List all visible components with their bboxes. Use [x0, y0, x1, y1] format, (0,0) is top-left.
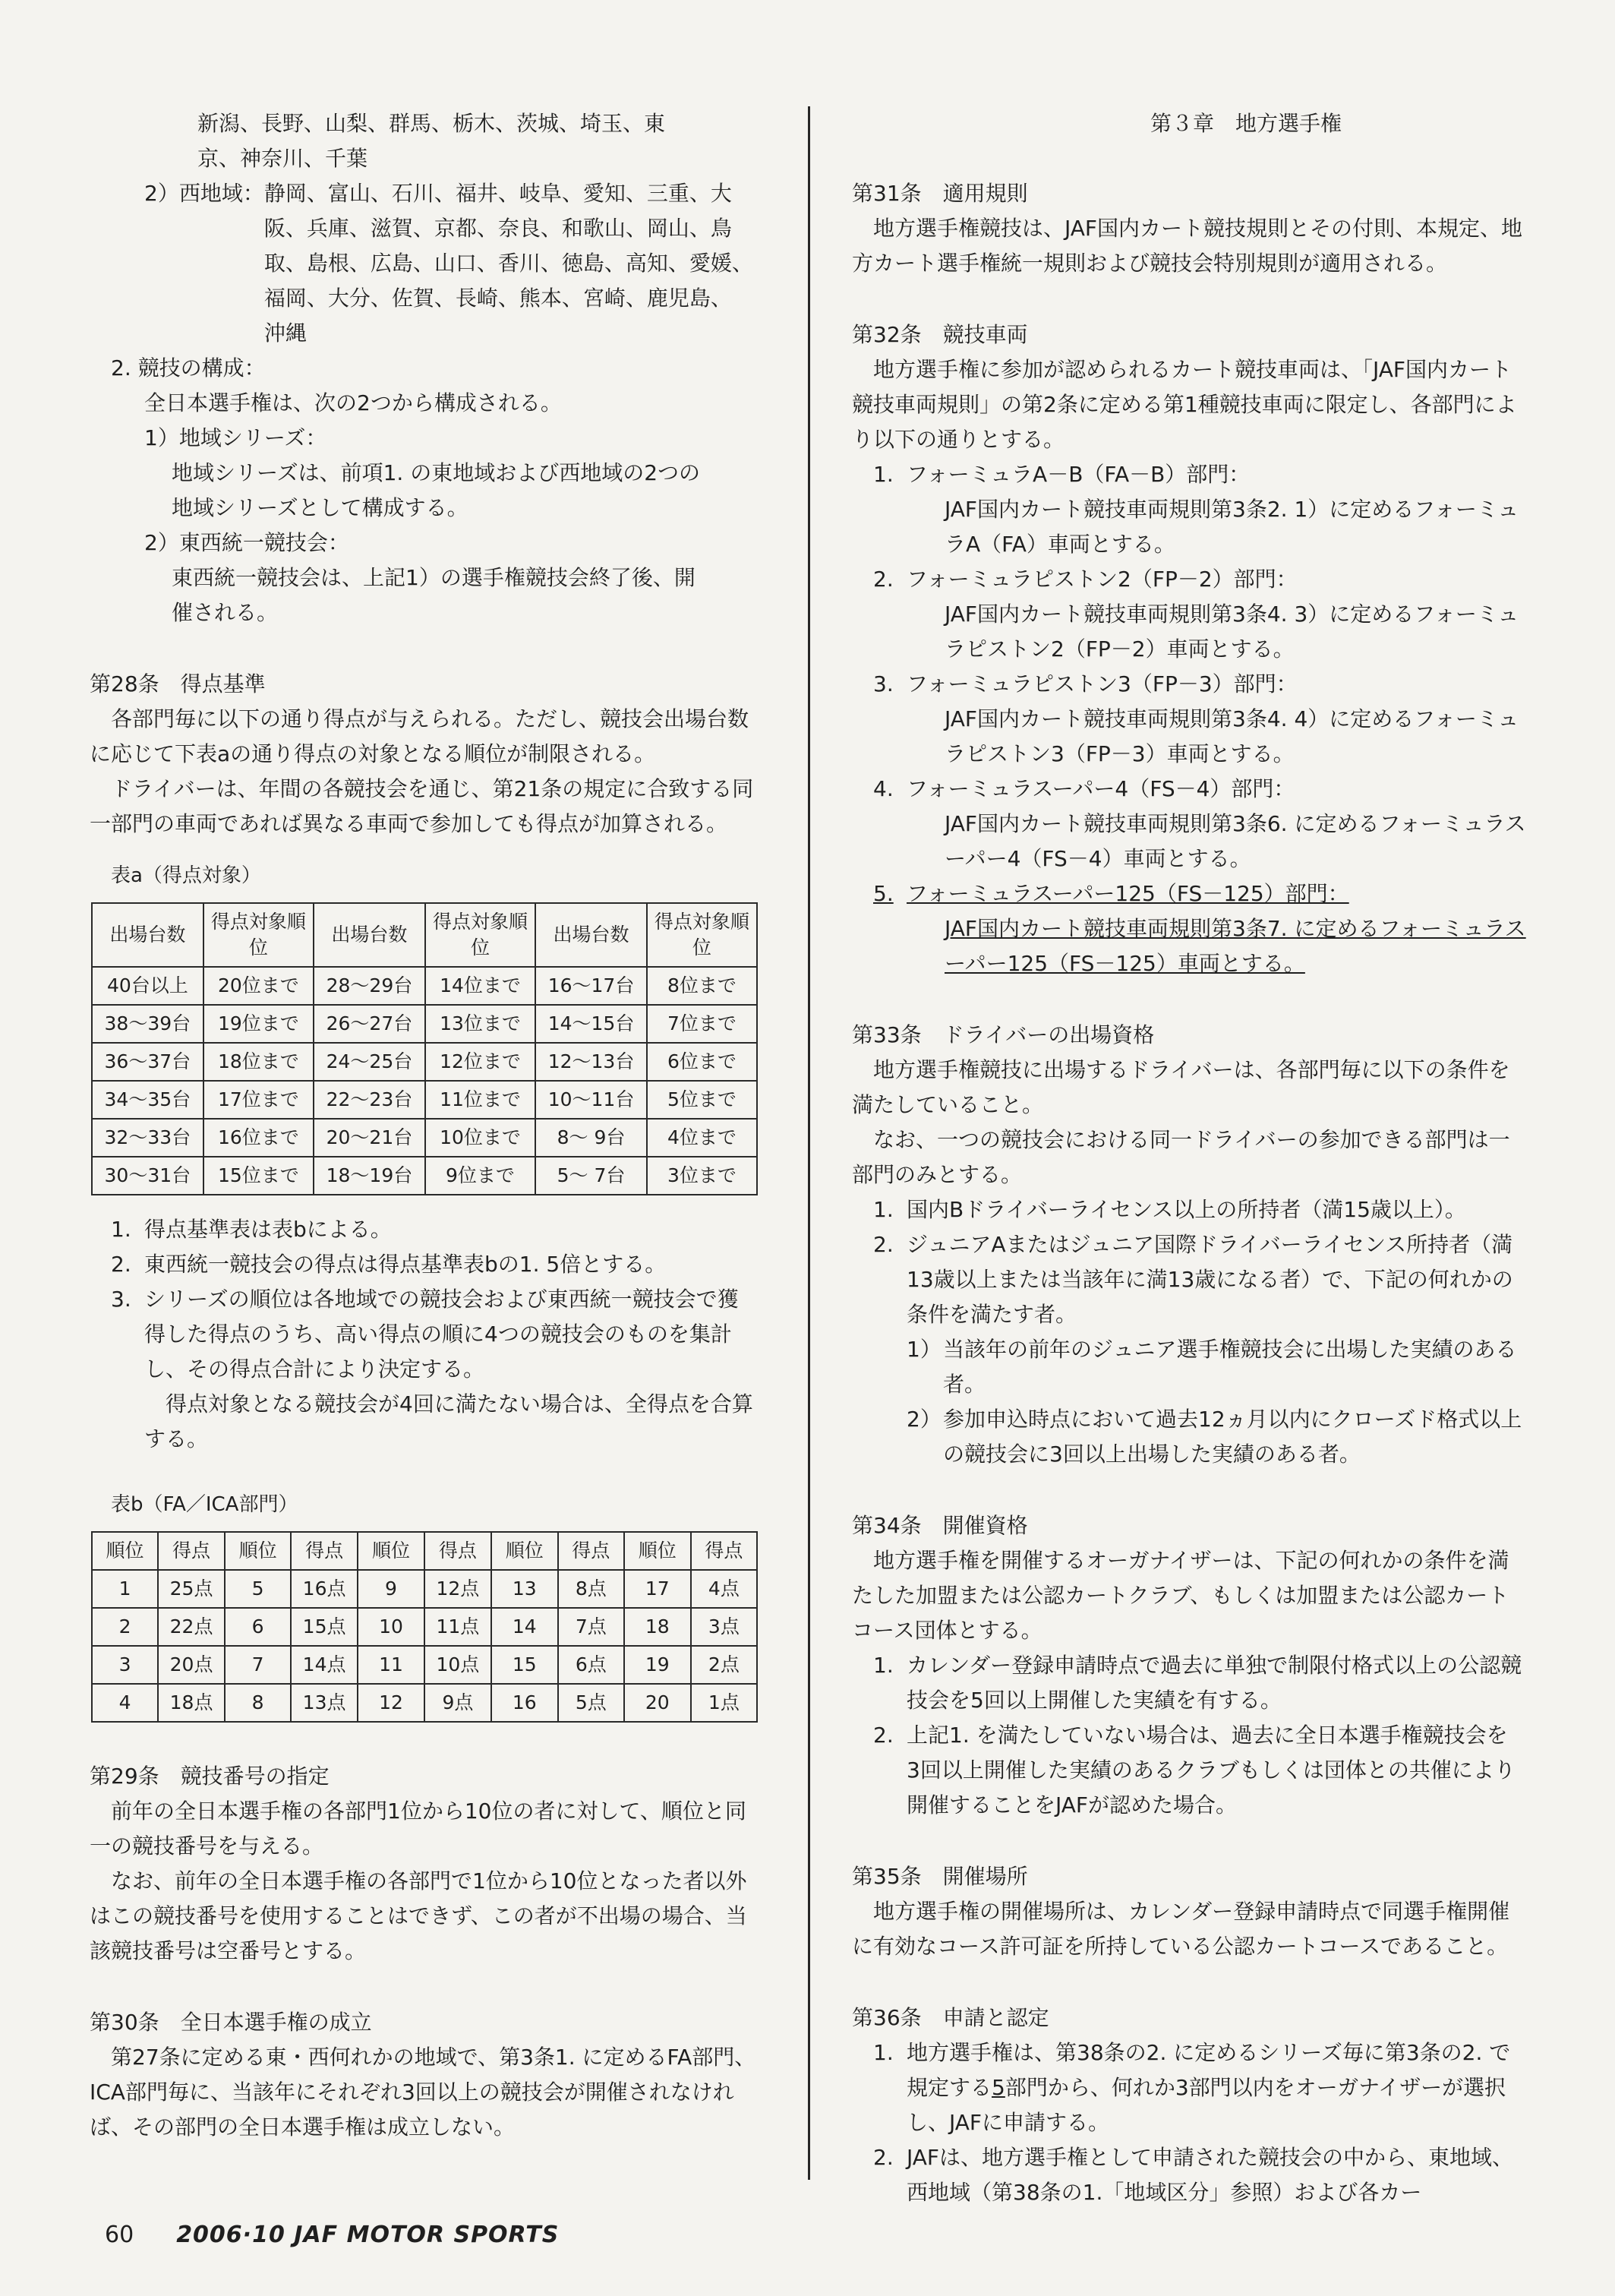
list-item-head: フォーミュラA－B（FA－B）部門： [907, 462, 1251, 487]
table-row [92, 1608, 757, 1646]
table-cell: 9点 [424, 1684, 491, 1722]
list-item-text [907, 876, 1526, 981]
list-item [852, 1648, 1526, 1718]
table-cell: 18 [624, 1608, 691, 1646]
article-33-para: 地方選手権競技に出場するドライバーは、各部門毎に以下の条件を満たしていること。 [852, 1057, 1510, 1117]
table-cell: 5位まで [647, 1081, 757, 1119]
table-cell: 3位まで [647, 1157, 757, 1195]
article-30-title: 第30条 全日本選手権の成立 [90, 2010, 372, 2035]
underlined-number: 5 [992, 2075, 1005, 2100]
article-29-para: なお、前年の全日本選手権の各部門で1位から10位となった者以外はこの競技番号を使用することはできず、この者が不出場の場合、当該競技番号は空番号とする。 [90, 1868, 747, 1963]
table-cell: 12点 [424, 1570, 491, 1608]
table-cell: 34〜35台 [92, 1081, 203, 1119]
table-cell: 14 [491, 1608, 558, 1646]
table-a-body [92, 967, 757, 1195]
table-cell: 25点 [158, 1570, 225, 1608]
list-item-text [907, 772, 1526, 876]
list-item [90, 1212, 758, 1247]
table-cell: 24〜25台 [314, 1043, 425, 1081]
table-header-cell: 出場台数 [92, 903, 203, 967]
article-32-title: 第32条 競技車両 [852, 322, 1028, 347]
table-header-cell: 得点 [158, 1532, 225, 1570]
table-cell: 13点 [291, 1684, 358, 1722]
magazine-name: 2006·10 JAF MOTOR SPORTS [176, 2222, 560, 2248]
list-item-text-main: シリーズの順位は各地域での競技会および東西統一競技会で獲得した得点のうち、高い得点の順に4つの競技会のものを集計し、その得点合計により決定する。 [144, 1287, 739, 1382]
region-west-list [264, 176, 758, 351]
article-33-para: なお、一つの競技会における同一ドライバーの参加できる部門は一部門のみとする。 [852, 1127, 1510, 1187]
region-west-line: 静岡、富山、石川、福井、岐阜、愛知、三重、大 [263, 181, 732, 206]
table-cell: 5 [225, 1570, 291, 1608]
table-cell: 2 [92, 1608, 158, 1646]
table-row [92, 1119, 757, 1157]
table-cell: 16 [491, 1684, 558, 1722]
table-cell: 16〜17台 [535, 967, 647, 1005]
list-item-body: JAF国内カート競技車両規則第3条6. に定めるフォーミュラスーパー4（FS－4）車両とする。 [945, 811, 1526, 871]
page-number: 60 [105, 2222, 134, 2248]
table-cell: 3点 [691, 1608, 757, 1646]
series-title: 1）地域シリーズ： [144, 425, 327, 450]
list-item-text: ジュニアAまたはジュニア国際ドライバーライセンス所持者（満13歳以上または当該年に満13歳になる者）で、下記の何れかの条件を満たす者。 [907, 1232, 1513, 1327]
list-item-text: 当該年の前年のジュニア選手権競技会に出場した実績のある者。 [943, 1337, 1517, 1397]
table-a-caption: 表a（得点対象） [111, 864, 261, 887]
list-item-number: 1. [873, 462, 894, 487]
list-item-head: フォーミュラスーパー125（FS－125）部門： [907, 881, 1349, 906]
table-cell: 22点 [158, 1608, 225, 1646]
list-item-head: フォーミュラピストン3（FP－3）部門： [907, 671, 1298, 696]
table-cell: 17 [624, 1570, 691, 1608]
scoring-notes [90, 1212, 758, 1457]
article-32-list [852, 457, 1526, 876]
table-header-cell: 出場台数 [535, 903, 647, 967]
sub-list-item [852, 1402, 1526, 1472]
series-body: 地域シリーズは、前項1. の東地域および西地域の2つの [172, 460, 701, 485]
ew-body: 催される。 [172, 600, 279, 625]
table-cell: 20位まで [203, 967, 314, 1005]
table-cell: 14位まで [425, 967, 535, 1005]
left-column [90, 106, 758, 2145]
list-item-number: 5. [873, 881, 894, 906]
table-cell: 4位まで [647, 1119, 757, 1157]
list-item-number: 1. [873, 1197, 894, 1222]
list-item-number: 1. [873, 2040, 894, 2065]
list-item-number: 2. [873, 567, 894, 592]
table-header-cell: 順位 [491, 1532, 558, 1570]
article-28-title: 第28条 得点基準 [90, 671, 266, 696]
table-header-cell: 得点 [558, 1532, 624, 1570]
table-header-cell: 得点対象順位 [425, 903, 535, 967]
article-28-para: 各部門毎に以下の通り得点が与えられる。ただし、競技会出場台数に応じて下表aの通り得点の対象となる順位が制限される。 [90, 706, 749, 766]
list-item [852, 1718, 1526, 1823]
list-item-head: フォーミュラピストン2（FP－2）部門： [907, 567, 1298, 592]
table-cell: 18点 [158, 1684, 225, 1722]
table-cell: 4 [92, 1684, 158, 1722]
table-row [92, 1570, 757, 1608]
table-cell: 15 [491, 1646, 558, 1684]
list-item [852, 667, 1526, 772]
series-body: 地域シリーズとして構成する。 [172, 495, 468, 520]
table-cell: 11位まで [425, 1081, 535, 1119]
article-30-para: 第27条に定める東・西何れかの地域で、第3条1. に定めるFA部門、ICA部門毎に、当該年にそれぞれ3回以上の競技会が開催されなければ、その部門の全日本選手権は成立しない。 [90, 2045, 756, 2140]
table-cell: 12 [358, 1684, 424, 1722]
table-cell: 10 [358, 1608, 424, 1646]
table-cell: 20点 [158, 1646, 225, 1684]
list-item-text [907, 562, 1526, 667]
list-item-number: 1. [873, 1653, 894, 1678]
table-cell: 15点 [291, 1608, 358, 1646]
list-item-number: 3. [111, 1287, 131, 1312]
table-b-caption: 表b（FA／ICA部門） [111, 1493, 298, 1516]
table-cell: 14〜15台 [535, 1005, 647, 1043]
list-item-text: カレンダー登録申請時点で過去に単独で制限付格式以上の公認競技会を5回以上開催した実績を有する。 [907, 1653, 1522, 1713]
list-item-text: 得点基準表は表bによる。 [144, 1217, 392, 1242]
table-cell: 5点 [558, 1684, 624, 1722]
article-34-para: 地方選手権を開催するオーガナイザーは、下記の何れかの条件を満たした加盟または公認カートクラブ、もしくは加盟または公認カートコース団体とする。 [852, 1548, 1509, 1643]
right-column [852, 106, 1526, 2210]
table-header-row [92, 1532, 757, 1570]
table-header-cell: 得点 [691, 1532, 757, 1570]
list-item-text [144, 1282, 758, 1457]
article-29-para: 前年の全日本選手権の各部門1位から10位の者に対して、順位と同一の競技番号を与える。 [90, 1799, 746, 1859]
sub-list-item [852, 1332, 1526, 1402]
page-footer [105, 2222, 559, 2248]
table-cell: 1点 [691, 1684, 757, 1722]
table-cell: 18〜19台 [314, 1157, 425, 1195]
list-item [90, 1282, 758, 1457]
list-item-text-extra: 得点対象となる競技会が4回に満たない場合は、全得点を合算する。 [144, 1391, 753, 1451]
ew-title: 2）東西統一競技会： [144, 530, 349, 555]
comp-intro: 全日本選手権は、次の2つから構成される。 [144, 390, 562, 415]
table-cell: 32〜33台 [92, 1119, 203, 1157]
table-cell: 4点 [691, 1570, 757, 1608]
table-row [92, 967, 757, 1005]
list-item-text-post: 部門から、何れか3部門以内をオーガナイザーが選択し、JAFに申請する。 [907, 2075, 1506, 2135]
article-29-title: 第29条 競技番号の指定 [90, 1764, 330, 1789]
table-b-body [92, 1570, 757, 1722]
table-header-cell: 得点 [424, 1532, 491, 1570]
list-item-body: JAF国内カート競技車両規則第3条7. に定めるフォーミュラスーパー125（FS－125）車両とする。 [945, 916, 1526, 976]
table-cell: 26〜27台 [314, 1005, 425, 1043]
article-35-para: 地方選手権の開催場所は、カレンダー登録申請時点で同選手権開催に有効なコース許可証を所持している公認カートコースであること。 [852, 1899, 1510, 1959]
table-cell: 8点 [558, 1570, 624, 1608]
table-cell: 13位まで [425, 1005, 535, 1043]
table-header-cell: 順位 [358, 1532, 424, 1570]
table-cell: 40台以上 [92, 967, 203, 1005]
table-header-cell: 得点 [291, 1532, 358, 1570]
table-cell: 8 [225, 1684, 291, 1722]
list-item [852, 562, 1526, 667]
table-cell: 7位まで [647, 1005, 757, 1043]
list-item-number: 1） [907, 1337, 942, 1362]
table-cell: 6位まで [647, 1043, 757, 1081]
region-west-label: 2）西地域： [144, 181, 264, 206]
region-west-line: 沖縄 [263, 321, 307, 346]
table-row [92, 1157, 757, 1195]
table-header-row [92, 903, 757, 967]
comp-title: 2. 競技の構成： [111, 355, 266, 381]
table-header-cell: 順位 [624, 1532, 691, 1570]
list-item [852, 1227, 1526, 1332]
article-31-para: 地方選手権競技は、JAF国内カート競技規則とその付則、本規定、地方カート選手権統一規則および競技会特別規則が適用される。 [852, 216, 1523, 276]
table-cell: 15位まで [203, 1157, 314, 1195]
region-west-line: 取、島根、広島、山口、香川、徳島、高知、愛媛、 [263, 251, 753, 276]
table-cell: 10〜11台 [535, 1081, 647, 1119]
list-item-text: 上記1. を満たしていない場合は、過去に全日本選手権競技会を 3回以上開催した実績のあるクラブもしくは団体との共催により開催することをJAFが認めた場合。 [907, 1723, 1516, 1818]
article-31-title: 第31条 適用規則 [852, 181, 1028, 206]
table-cell: 8位まで [647, 967, 757, 1005]
table-a [91, 902, 758, 1195]
list-item-text: 東西統一競技会の得点は得点基準表bの1. 5倍とする。 [144, 1252, 667, 1277]
table-cell: 28〜29台 [314, 967, 425, 1005]
table-cell: 6 [225, 1608, 291, 1646]
article-33-title: 第33条 ドライバーの出場資格 [852, 1022, 1155, 1047]
article-36-title: 第36条 申請と認定 [852, 2005, 1049, 2030]
list-item-number: 2） [907, 1407, 942, 1432]
list-item-body: JAF国内カート競技車両規則第3条4. 4）に定めるフォーミュラピストン3（FP－3）車両とする。 [945, 706, 1519, 766]
table-header-cell: 順位 [225, 1532, 291, 1570]
table-cell: 3 [92, 1646, 158, 1684]
table-cell: 6点 [558, 1646, 624, 1684]
region-west-line: 阪、兵庫、滋賀、京都、奈良、和歌山、岡山、鳥 [263, 216, 732, 241]
column-divider [808, 106, 810, 2180]
ew-body: 東西統一競技会は、上記1）の選手権競技会終了後、開 [172, 565, 696, 590]
list-item-number: 3. [873, 671, 894, 696]
list-item-text: JAFは、地方選手権として申請された競技会の中から、東地域、西地域（第38条の1.「地域区分」参照）および各カー [907, 2145, 1514, 2205]
table-header-cell: 得点対象順位 [647, 903, 757, 967]
list-item-number: 2. [873, 2145, 894, 2170]
article-28-para: ドライバーは、年間の各競技会を通じ、第21条の規定に合致する同一部門の車両であれば異なる車両で参加しても得点が加算される。 [90, 776, 754, 836]
table-cell: 5〜 7台 [535, 1157, 647, 1195]
table-header-cell: 出場台数 [314, 903, 425, 967]
table-b [91, 1531, 758, 1723]
table-cell: 9 [358, 1570, 424, 1608]
table-cell: 7 [225, 1646, 291, 1684]
table-cell: 17位まで [203, 1081, 314, 1119]
table-cell: 38〜39台 [92, 1005, 203, 1043]
list-item-body: JAF国内カート競技車両規則第3条4. 3）に定めるフォーミュラピストン2（FP－2）車両とする。 [945, 602, 1519, 662]
table-cell: 18位まで [203, 1043, 314, 1081]
table-cell: 19 [624, 1646, 691, 1684]
table-cell: 16位まで [203, 1119, 314, 1157]
table-cell: 22〜23台 [314, 1081, 425, 1119]
table-cell: 13 [491, 1570, 558, 1608]
list-item-text [907, 457, 1526, 562]
table-cell: 11 [358, 1646, 424, 1684]
table-cell: 20 [624, 1684, 691, 1722]
list-item-number: 2. [873, 1232, 894, 1257]
region-west [90, 176, 758, 351]
table-row [92, 1043, 757, 1081]
table-cell: 8〜 9台 [535, 1119, 647, 1157]
table-cell: 12位まで [425, 1043, 535, 1081]
table-row [92, 1005, 757, 1043]
list-item-text-pre: 地方選手権は、第38条の2. に定めるシリーズ毎に第3条の2. で規定する [907, 2040, 1511, 2100]
chapter-title: 第３章 地方選手権 [1150, 111, 1342, 136]
region-east-line: 京、神奈川、千葉 [197, 146, 368, 171]
region-east-line: 新潟、長野、山梨、群馬、栃木、茨城、埼玉、東 [197, 111, 666, 136]
list-item-number: 1. [111, 1217, 131, 1242]
table-cell: 19位まで [203, 1005, 314, 1043]
table-cell: 9位まで [425, 1157, 535, 1195]
list-item-body: JAF国内カート競技車両規則第3条2. 1）に定めるフォーミュラA（FA）車両とする。 [945, 497, 1519, 557]
list-item [852, 2035, 1526, 2140]
list-item-text: 国内Bドライバーライセンス以上の所持者（満15歳以上）。 [907, 1197, 1466, 1222]
table-row [92, 1684, 757, 1722]
article-32-para: 地方選手権に参加が認められるカート競技車両は、「JAF国内カート競技車両規則」の第2条に定める第1種競技車両に限定し、各部門により以下の通りとする。 [852, 357, 1517, 452]
table-cell: 2点 [691, 1646, 757, 1684]
table-cell: 30〜31台 [92, 1157, 203, 1195]
list-item [852, 772, 1526, 876]
table-cell: 36〜37台 [92, 1043, 203, 1081]
table-cell: 12〜13台 [535, 1043, 647, 1081]
list-item [90, 1247, 758, 1282]
list-item [852, 457, 1526, 562]
list-item [852, 1192, 1526, 1227]
article-35-title: 第35条 開催場所 [852, 1864, 1028, 1889]
table-cell: 20〜21台 [314, 1119, 425, 1157]
table-header-cell: 順位 [92, 1532, 158, 1570]
table-cell: 7点 [558, 1608, 624, 1646]
table-cell: 14点 [291, 1646, 358, 1684]
table-cell: 10点 [424, 1646, 491, 1684]
table-header-cell: 得点対象順位 [203, 903, 314, 967]
table-row [92, 1081, 757, 1119]
list-item-text [907, 2035, 1526, 2140]
list-item [852, 876, 1526, 981]
table-row [92, 1646, 757, 1684]
list-item-number: 2. [873, 1723, 894, 1748]
list-item [852, 2140, 1526, 2210]
list-item-number: 4. [873, 776, 894, 801]
region-west-line: 福岡、大分、佐賀、長崎、熊本、宮崎、鹿児島、 [263, 286, 732, 311]
list-item-head: フォーミュラスーパー4（FS－4）部門： [907, 776, 1295, 801]
table-cell: 11点 [424, 1608, 491, 1646]
table-cell: 10位まで [425, 1119, 535, 1157]
article-34-title: 第34条 開催資格 [852, 1513, 1028, 1538]
list-item-text [907, 667, 1526, 772]
list-item-number: 2. [111, 1252, 131, 1277]
table-cell: 1 [92, 1570, 158, 1608]
list-item-text: 参加申込時点において過去12ヵ月以内にクローズド格式以上の競技会に3回以上出場した実績のある者。 [943, 1407, 1522, 1467]
table-cell: 16点 [291, 1570, 358, 1608]
